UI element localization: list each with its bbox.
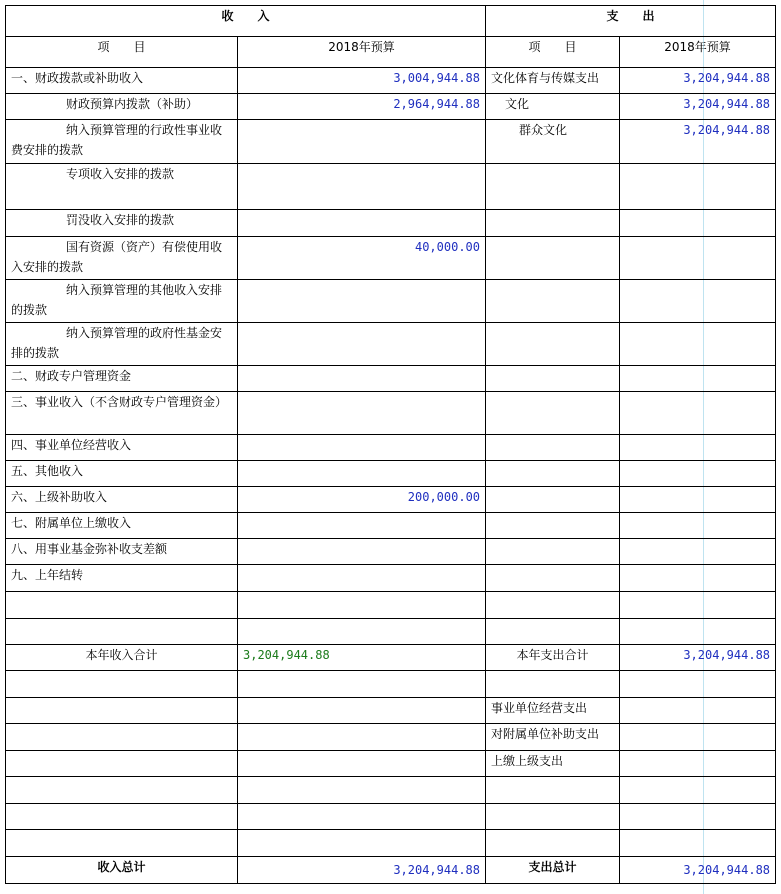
income-value: 3,004,944.88	[238, 68, 486, 94]
table-row	[6, 323, 776, 366]
expense-item: 对附属单位补助支出	[486, 724, 620, 751]
expense-item	[486, 539, 620, 565]
income-subtotal-value: 3,204,944.88	[238, 645, 486, 671]
income-value	[238, 210, 486, 237]
empty-cell	[238, 804, 486, 830]
expense-value: 3,204,944.88	[620, 68, 776, 94]
expense-item	[486, 435, 620, 461]
table-row	[6, 94, 776, 120]
table-row	[6, 777, 776, 804]
expense-value	[620, 237, 776, 280]
income-item: 财政预算内拨款（补助）	[6, 94, 238, 120]
empty-cell	[620, 698, 776, 724]
table-row	[6, 68, 776, 94]
table-row	[6, 487, 776, 513]
table-row	[6, 513, 776, 539]
empty-cell	[6, 592, 238, 619]
income-title: 收 入	[6, 6, 486, 37]
empty-cell	[620, 724, 776, 751]
empty-cell	[486, 619, 620, 645]
income-item: 纳入预算管理的政府性基金安排的拨款	[6, 323, 238, 366]
expense-item	[486, 565, 620, 592]
table-row	[6, 539, 776, 565]
income-item: 二、财政专户管理资金	[6, 366, 238, 392]
income-item: 三、事业收入（不含财政专户管理资金）	[6, 392, 238, 435]
income-item: 纳入预算管理的其他收入安排的拨款	[6, 280, 238, 323]
expense-item	[486, 280, 620, 323]
expense-value	[620, 539, 776, 565]
income-item: 六、上级补助收入	[6, 487, 238, 513]
expense-item: 文化	[486, 94, 620, 120]
income-item: 五、其他收入	[6, 461, 238, 487]
income-item: 罚没收入安排的拨款	[6, 210, 238, 237]
expense-value	[620, 565, 776, 592]
header-row	[6, 37, 776, 68]
expense-item	[486, 237, 620, 280]
expense-item	[486, 323, 620, 366]
table-row	[6, 830, 776, 857]
expense-item	[486, 366, 620, 392]
expense-total-label: 支出总计	[486, 857, 620, 884]
empty-cell	[486, 592, 620, 619]
expense-item: 事业单位经营支出	[486, 698, 620, 724]
income-value	[238, 461, 486, 487]
expense-item-header: 项 目	[486, 37, 620, 68]
income-budget-header: 2018年预算	[238, 37, 486, 68]
expense-value: 3,204,944.88	[620, 120, 776, 164]
income-value	[238, 280, 486, 323]
expense-subtotal-value: 3,204,944.88	[620, 645, 776, 671]
table-row	[6, 366, 776, 392]
empty-cell	[238, 830, 486, 857]
empty-cell	[620, 671, 776, 698]
expense-value	[620, 487, 776, 513]
income-value	[238, 366, 486, 392]
income-item: 九、上年结转	[6, 565, 238, 592]
income-value	[238, 323, 486, 366]
expense-item: 文化体育与传媒支出	[486, 68, 620, 94]
income-value	[238, 435, 486, 461]
total-row	[6, 857, 776, 884]
expense-total-value: 3,204,944.88	[620, 857, 776, 884]
table-row	[6, 210, 776, 237]
expense-item	[486, 210, 620, 237]
expense-value	[620, 210, 776, 237]
table-row	[6, 392, 776, 435]
income-value: 200,000.00	[238, 487, 486, 513]
income-value	[238, 539, 486, 565]
income-item: 纳入预算管理的行政性事业收费安排的拨款	[6, 120, 238, 164]
table-row	[6, 435, 776, 461]
empty-cell	[238, 592, 486, 619]
empty-cell	[486, 777, 620, 804]
empty-cell	[620, 751, 776, 777]
table-row	[6, 751, 776, 777]
expense-value	[620, 461, 776, 487]
empty-cell	[6, 724, 238, 751]
empty-cell	[238, 777, 486, 804]
income-item-header: 项 目	[6, 37, 238, 68]
expense-value	[620, 164, 776, 210]
expense-budget-header: 2018年预算	[620, 37, 776, 68]
empty-cell	[6, 751, 238, 777]
income-item: 国有资源（资产）有偿使用收入安排的拨款	[6, 237, 238, 280]
expense-value	[620, 366, 776, 392]
income-value	[238, 513, 486, 539]
income-subtotal-label: 本年收入合计	[6, 645, 238, 671]
empty-cell	[238, 619, 486, 645]
income-value	[238, 392, 486, 435]
title-row	[6, 6, 776, 37]
income-item: 一、财政拨款或补助收入	[6, 68, 238, 94]
empty-cell	[486, 830, 620, 857]
expense-value	[620, 392, 776, 435]
income-value	[238, 164, 486, 210]
income-value: 2,964,944.88	[238, 94, 486, 120]
empty-cell	[6, 671, 238, 698]
empty-cell	[620, 804, 776, 830]
table-row	[6, 619, 776, 645]
expense-item	[486, 392, 620, 435]
expense-item	[486, 164, 620, 210]
income-value	[238, 120, 486, 164]
income-item: 七、附属单位上缴收入	[6, 513, 238, 539]
empty-cell	[238, 671, 486, 698]
empty-cell	[620, 830, 776, 857]
empty-cell	[620, 592, 776, 619]
expense-item: 上缴上级支出	[486, 751, 620, 777]
expense-item: 群众文化	[486, 120, 620, 164]
table-row	[6, 461, 776, 487]
table-row	[6, 280, 776, 323]
income-total-label: 收入总计	[6, 857, 238, 884]
table-row	[6, 698, 776, 724]
table-row	[6, 592, 776, 619]
subtotal-row	[6, 645, 776, 671]
empty-cell	[6, 777, 238, 804]
budget-table	[5, 5, 776, 884]
expense-item	[486, 487, 620, 513]
table-row	[6, 565, 776, 592]
expense-subtotal-label: 本年支出合计	[486, 645, 620, 671]
empty-cell	[6, 698, 238, 724]
empty-cell	[6, 804, 238, 830]
income-value	[238, 565, 486, 592]
income-item: 专项收入安排的拨款	[6, 164, 238, 210]
expense-value	[620, 513, 776, 539]
table-row	[6, 724, 776, 751]
income-item: 八、用事业基金弥补收支差额	[6, 539, 238, 565]
income-total-value: 3,204,944.88	[238, 857, 486, 884]
income-item: 四、事业单位经营收入	[6, 435, 238, 461]
table-row	[6, 237, 776, 280]
empty-cell	[6, 619, 238, 645]
empty-cell	[620, 777, 776, 804]
table-row	[6, 164, 776, 210]
expense-value: 3,204,944.88	[620, 94, 776, 120]
income-value: 40,000.00	[238, 237, 486, 280]
expense-value	[620, 435, 776, 461]
empty-cell	[238, 751, 486, 777]
empty-cell	[238, 724, 486, 751]
empty-cell	[238, 698, 486, 724]
expense-value	[620, 280, 776, 323]
table-row	[6, 120, 776, 164]
empty-cell	[6, 830, 238, 857]
empty-cell	[486, 804, 620, 830]
expense-title: 支 出	[486, 6, 776, 37]
expense-value	[620, 323, 776, 366]
empty-cell	[486, 671, 620, 698]
expense-item	[486, 461, 620, 487]
table-row	[6, 804, 776, 830]
empty-cell	[620, 619, 776, 645]
table-row	[6, 671, 776, 698]
expense-item	[486, 513, 620, 539]
